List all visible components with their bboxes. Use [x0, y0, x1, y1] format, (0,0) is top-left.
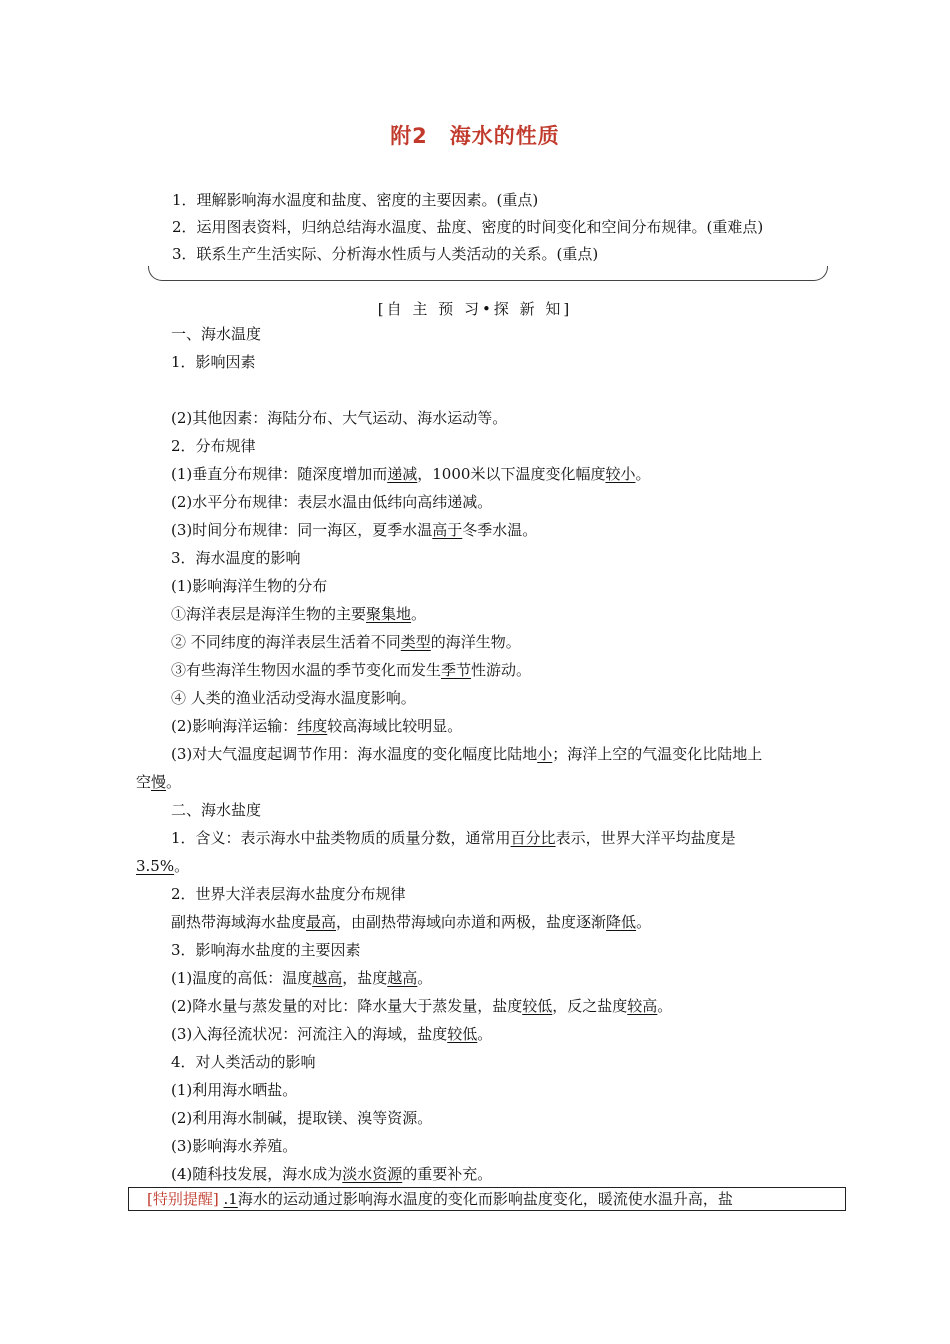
text-line: (3)对大气温度起调节作用：海水温度的变化幅度比陆地小；海洋上空的气温变化比陆地上: [171, 745, 763, 763]
page-title: 附2 海水的性质: [390, 124, 560, 148]
text-line: 3.5%。: [136, 857, 190, 875]
text-line: 空慢。: [136, 773, 182, 791]
reminder-number: .1: [223, 1190, 238, 1208]
text-line: ② 不同纬度的海洋表层生活着不同类型的海洋生物。: [171, 633, 521, 651]
special-reminder-label: [特别提醒]: [147, 1190, 219, 1208]
text-line: (3)入海径流状况：河流注入的海域，盐度较低。: [171, 1025, 493, 1043]
text-line: ①海洋表层是海洋生物的主要聚集地。: [171, 605, 427, 623]
text-line: (2)利用海水制碱，提取镁、溴等资源。: [171, 1109, 433, 1127]
text-line: (2)影响海洋运输：纬度较高海域比较明显。: [171, 717, 463, 735]
text-line: (1)垂直分布规律：随深度增加而递减，1000米以下温度变化幅度较小。: [171, 465, 651, 483]
blank-line: [136, 376, 844, 404]
text-line: (2)其他因素：海陆分布、大气运动、海水运动等。: [171, 409, 508, 427]
text-line: (3)影响海水养殖。: [171, 1137, 298, 1155]
subheading: 2．分布规律: [171, 437, 256, 455]
subheading: 2．世界大洋表层海水盐度分布规律: [171, 885, 406, 903]
goal-item: 1．理解影响海水温度和盐度、密度的主要因素。(重点): [172, 191, 539, 209]
goal-item: 2．运用图表资料，归纳总结海水温度、盐度、密度的时间变化和空间分布规律。(重难点): [172, 218, 764, 236]
text-line: 副热带海域海水盐度最高，由副热带海域向赤道和两极，盐度逐渐降低。: [171, 913, 652, 931]
goals-bracket-divider: [148, 266, 828, 281]
heading-sea-salinity: 二、海水盐度: [171, 801, 262, 819]
text-line: (1)利用海水晒盐。: [171, 1081, 298, 1099]
text-line: (1)影响海洋生物的分布: [171, 577, 328, 595]
subheading: 3．海水温度的影响: [171, 549, 301, 567]
subheading: 4．对人类活动的影响: [171, 1053, 316, 1071]
text-line: ③有些海洋生物因水温的季节变化而发生季节性游动。: [171, 661, 532, 679]
subheading: 1．影响因素: [171, 353, 256, 371]
special-reminder-box: [128, 1187, 846, 1211]
text-line: 1．含义：表示海水中盐类物质的质量分数，通常用百分比表示，世界大洋平均盐度是: [171, 829, 736, 847]
text-line: (2)水平分布规律：表层水温由低纬向高纬递减。: [171, 493, 493, 511]
main-content: [136, 320, 844, 1188]
text-line: (4)随科技发展，海水成为淡水资源的重要补充。: [171, 1165, 493, 1183]
subheading: 3．影响海水盐度的主要因素: [171, 941, 361, 959]
text-line: (2)降水量与蒸发量的对比：降水量大于蒸发量，盐度较低，反之盐度较高。: [171, 997, 673, 1015]
text-line: (3)时间分布规律：同一海区，夏季水温高于冬季水温。: [171, 521, 538, 539]
text-line: ④ 人类的渔业活动受海水温度影响。: [171, 689, 416, 707]
goal-item: 3．联系生产生活实际、分析海水性质与人类活动的关系。(重点): [172, 245, 599, 263]
learning-goals: [172, 187, 852, 268]
text-line: (1)温度的高低：温度越高，盐度越高。: [171, 969, 433, 987]
reminder-text: 海水的运动通过影响海水温度的变化而影响盐度变化，暖流使水温升高，盐: [237, 1190, 733, 1208]
heading-sea-temperature: 一、海水温度: [171, 325, 262, 343]
section-header: [自 主 预 习•探 新 知]: [377, 300, 573, 318]
